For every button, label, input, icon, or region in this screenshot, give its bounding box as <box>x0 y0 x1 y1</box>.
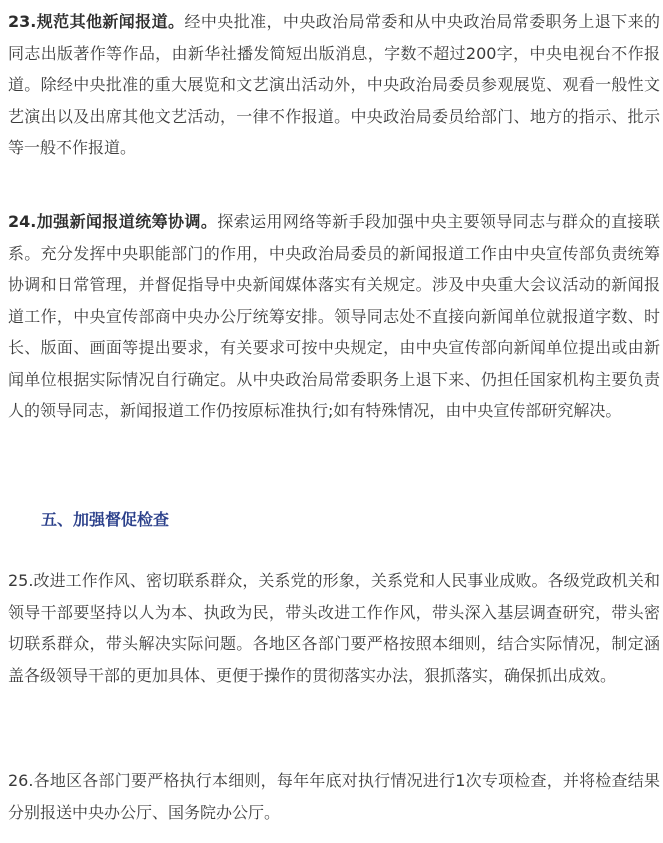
paragraph-23 <box>8 6 660 164</box>
paragraph-24 <box>8 206 660 427</box>
paragraph-26: 26.各地区各部门要严格执行本细则，每年年底对执行情况进行1次专项检查，并将检查结果分别报送中央办公厅、国务院办公厅。 <box>8 771 660 822</box>
paragraph-23-title: 23.规范其他新闻报道。 <box>8 12 185 31</box>
paragraph-23-text: 经中央批准，中央政治局常委和从中央政治局常委职务上退下来的同志出版著作等作品，由新华社播发简短出版消息，字数不超过200字，中央电视台不作报道。除经中央批准的重大展览和文艺演出活动外，中央政治局委员参观展览、观看一般性文艺演出以及出席其他文艺活动，一律不作报道。中央政治局委员给部门、地方的指示、批示等一般不作报道。 <box>8 12 660 157</box>
paragraph-25: 25.改进工作作风、密切联系群众，关系党的形象，关系党和人民事业成败。各级党政机关和领导干部要坚持以人为本、执政为民，带头改进工作作风，带头深入基层调查研究，带头密切联系群众，带头解决实际问题。各地区各部门要严格按照本细则，结合实际情况，制定涵盖各级领导干部的更加具体、更便于操作的贯彻落实办法，狠抓落实，确保抓出成效。 <box>8 571 660 685</box>
paragraph-24-title: 24.加强新闻报道统筹协调。 <box>8 212 218 231</box>
section-heading: 五、加强督促检查 <box>41 510 170 529</box>
paragraph-24-text: 探索运用网络等新手段加强中央主要领导同志与群众的直接联系。充分发挥中央职能部门的作用，中央政治局委员的新闻报道工作由中央宣传部负责统筹协调和日常管理，并督促指导中央新闻媒体落实有关规定。涉及中央重大会议活动的新闻报道工作，中央宣传部商中央办公厅统筹安排。领导同志处不直接向新闻单位就报道字数、时长、版面、画面等提出要求，有关要求可按中央规定，由中央宣传部向新闻单位提出或由新闻单位根据实际情况自行确定。从中央政治局常委职务上退下来、仍担任国家机构主要负责人的领导同志，新闻报道工作仍按原标准执行;如有特殊情况，由中央宣传部研究解决。 <box>8 212 660 420</box>
